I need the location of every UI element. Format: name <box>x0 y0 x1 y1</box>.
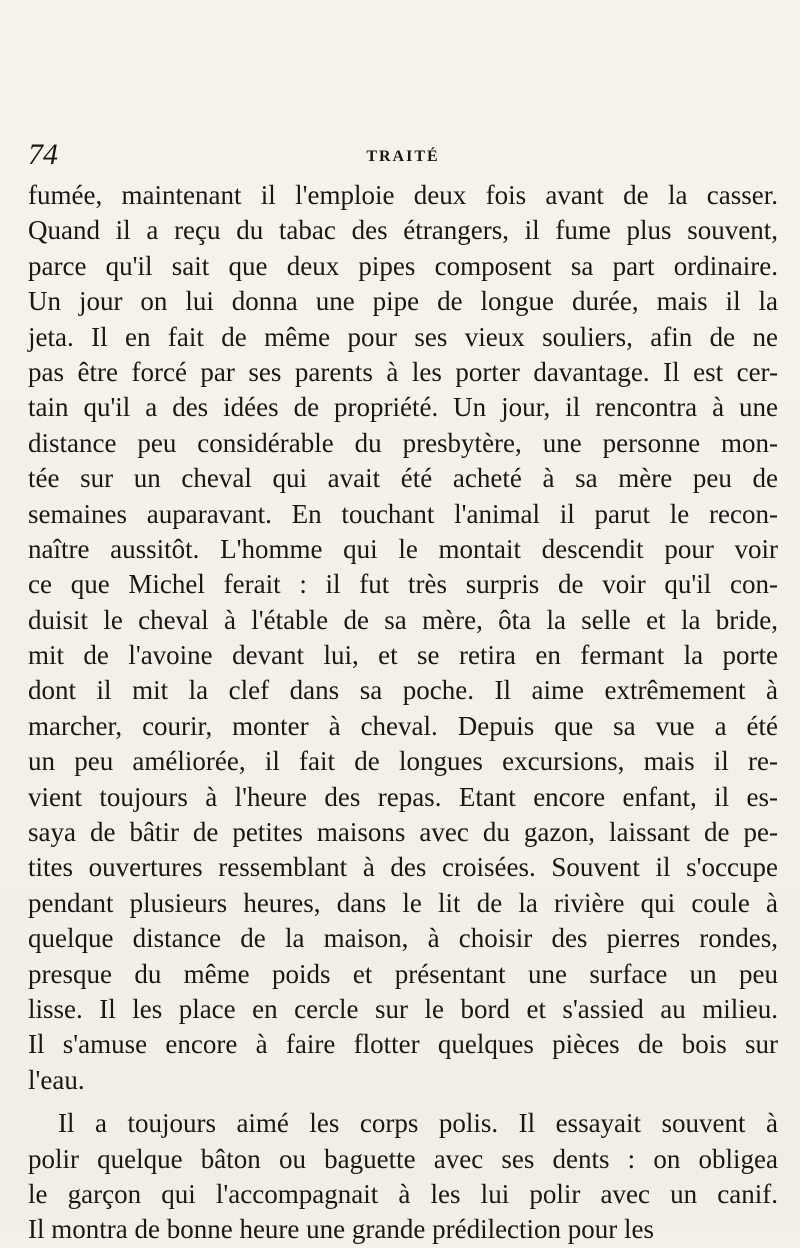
text-line: pas être forcé par ses parents à les porter davantage. Il est cer- <box>28 356 778 387</box>
page-number: 74 <box>28 138 58 171</box>
paragraph <box>28 178 778 1098</box>
text-line: saya de bâtir de petites maisons avec du gazon, laissant de pe- <box>28 817 778 848</box>
text-line: jeta. Il en fait de même pour ses vieux souliers, afin de ne <box>28 321 778 352</box>
text-line: tée sur un cheval qui avait été acheté à sa mère peu de <box>28 463 778 494</box>
text-line: duisit le cheval à l'étable de sa mère, ôta la selle et la bride, <box>28 604 778 635</box>
text-line: naître aussitôt. L'homme qui le montait descendit pour voir <box>28 533 778 564</box>
text-line: Il montra de bonne heure une grande prédilection pour les <box>28 1214 655 1245</box>
text-line: parce qu'il sait que deux pipes composent sa part ordinaire. <box>28 250 778 281</box>
text-line: l'eau. <box>28 1064 85 1095</box>
text-line: Il s'amuse encore à faire flotter quelques pièces de bois sur <box>28 1029 778 1060</box>
text-line: pendant plusieurs heures, dans le lit de la rivière qui coule à <box>28 887 778 918</box>
text-line: semaines auparavant. En touchant l'animal il parut le recon- <box>28 498 778 529</box>
text-line: presque du même poids et présentant une surface un peu <box>28 958 778 989</box>
text-line: tain qu'il a des idées de propriété. Un jour, il rencontra à une <box>28 392 778 423</box>
text-line: quelque distance de la maison, à choisir des pierres rondes, <box>28 923 778 954</box>
text-line: mit de l'avoine devant lui, et se retira en fermant la porte <box>28 640 778 671</box>
text-line: lisse. Il les place en cercle sur le bord et s'assied au milieu. <box>28 993 778 1024</box>
text-line: Il a toujours aimé les corps polis. Il essayait souvent à <box>58 1108 778 1139</box>
text-line: marcher, courir, monter à cheval. Depuis que sa vue a été <box>28 710 778 741</box>
running-head: TRAITÉ <box>366 148 440 165</box>
page-header <box>28 138 778 178</box>
text-line: fumée, maintenant il l'emploie deux fois avant de la casser. <box>28 180 778 210</box>
body-text <box>28 178 778 1248</box>
text-line: polir quelque bâton ou baguette avec ses dents : on obligea <box>28 1143 778 1174</box>
text-line: vient toujours à l'heure des repas. Etant encore enfant, il es- <box>28 781 778 812</box>
text-line: tites ouvertures ressemblant à des croisées. Souvent il s'occupe <box>28 852 778 883</box>
paragraph <box>28 1106 778 1248</box>
text-line: dont il mit la clef dans sa poche. Il aime extrêmement à <box>28 675 778 706</box>
text-line: Un jour on lui donna une pipe de longue durée, mais il la <box>28 286 778 317</box>
text-line: Quand il a reçu du tabac des étrangers, il fume plus souvent, <box>28 215 778 246</box>
text-line: ce que Michel ferait : il fut très surpris de voir qu'il con- <box>28 569 778 600</box>
text-line: distance peu considérable du presbytère, une personne mon- <box>28 427 778 458</box>
text-line: un peu améliorée, il fait de longues excursions, mais il re- <box>28 746 778 777</box>
text-line: le garçon qui l'accompagnait à les lui polir avec un canif. <box>28 1178 778 1209</box>
